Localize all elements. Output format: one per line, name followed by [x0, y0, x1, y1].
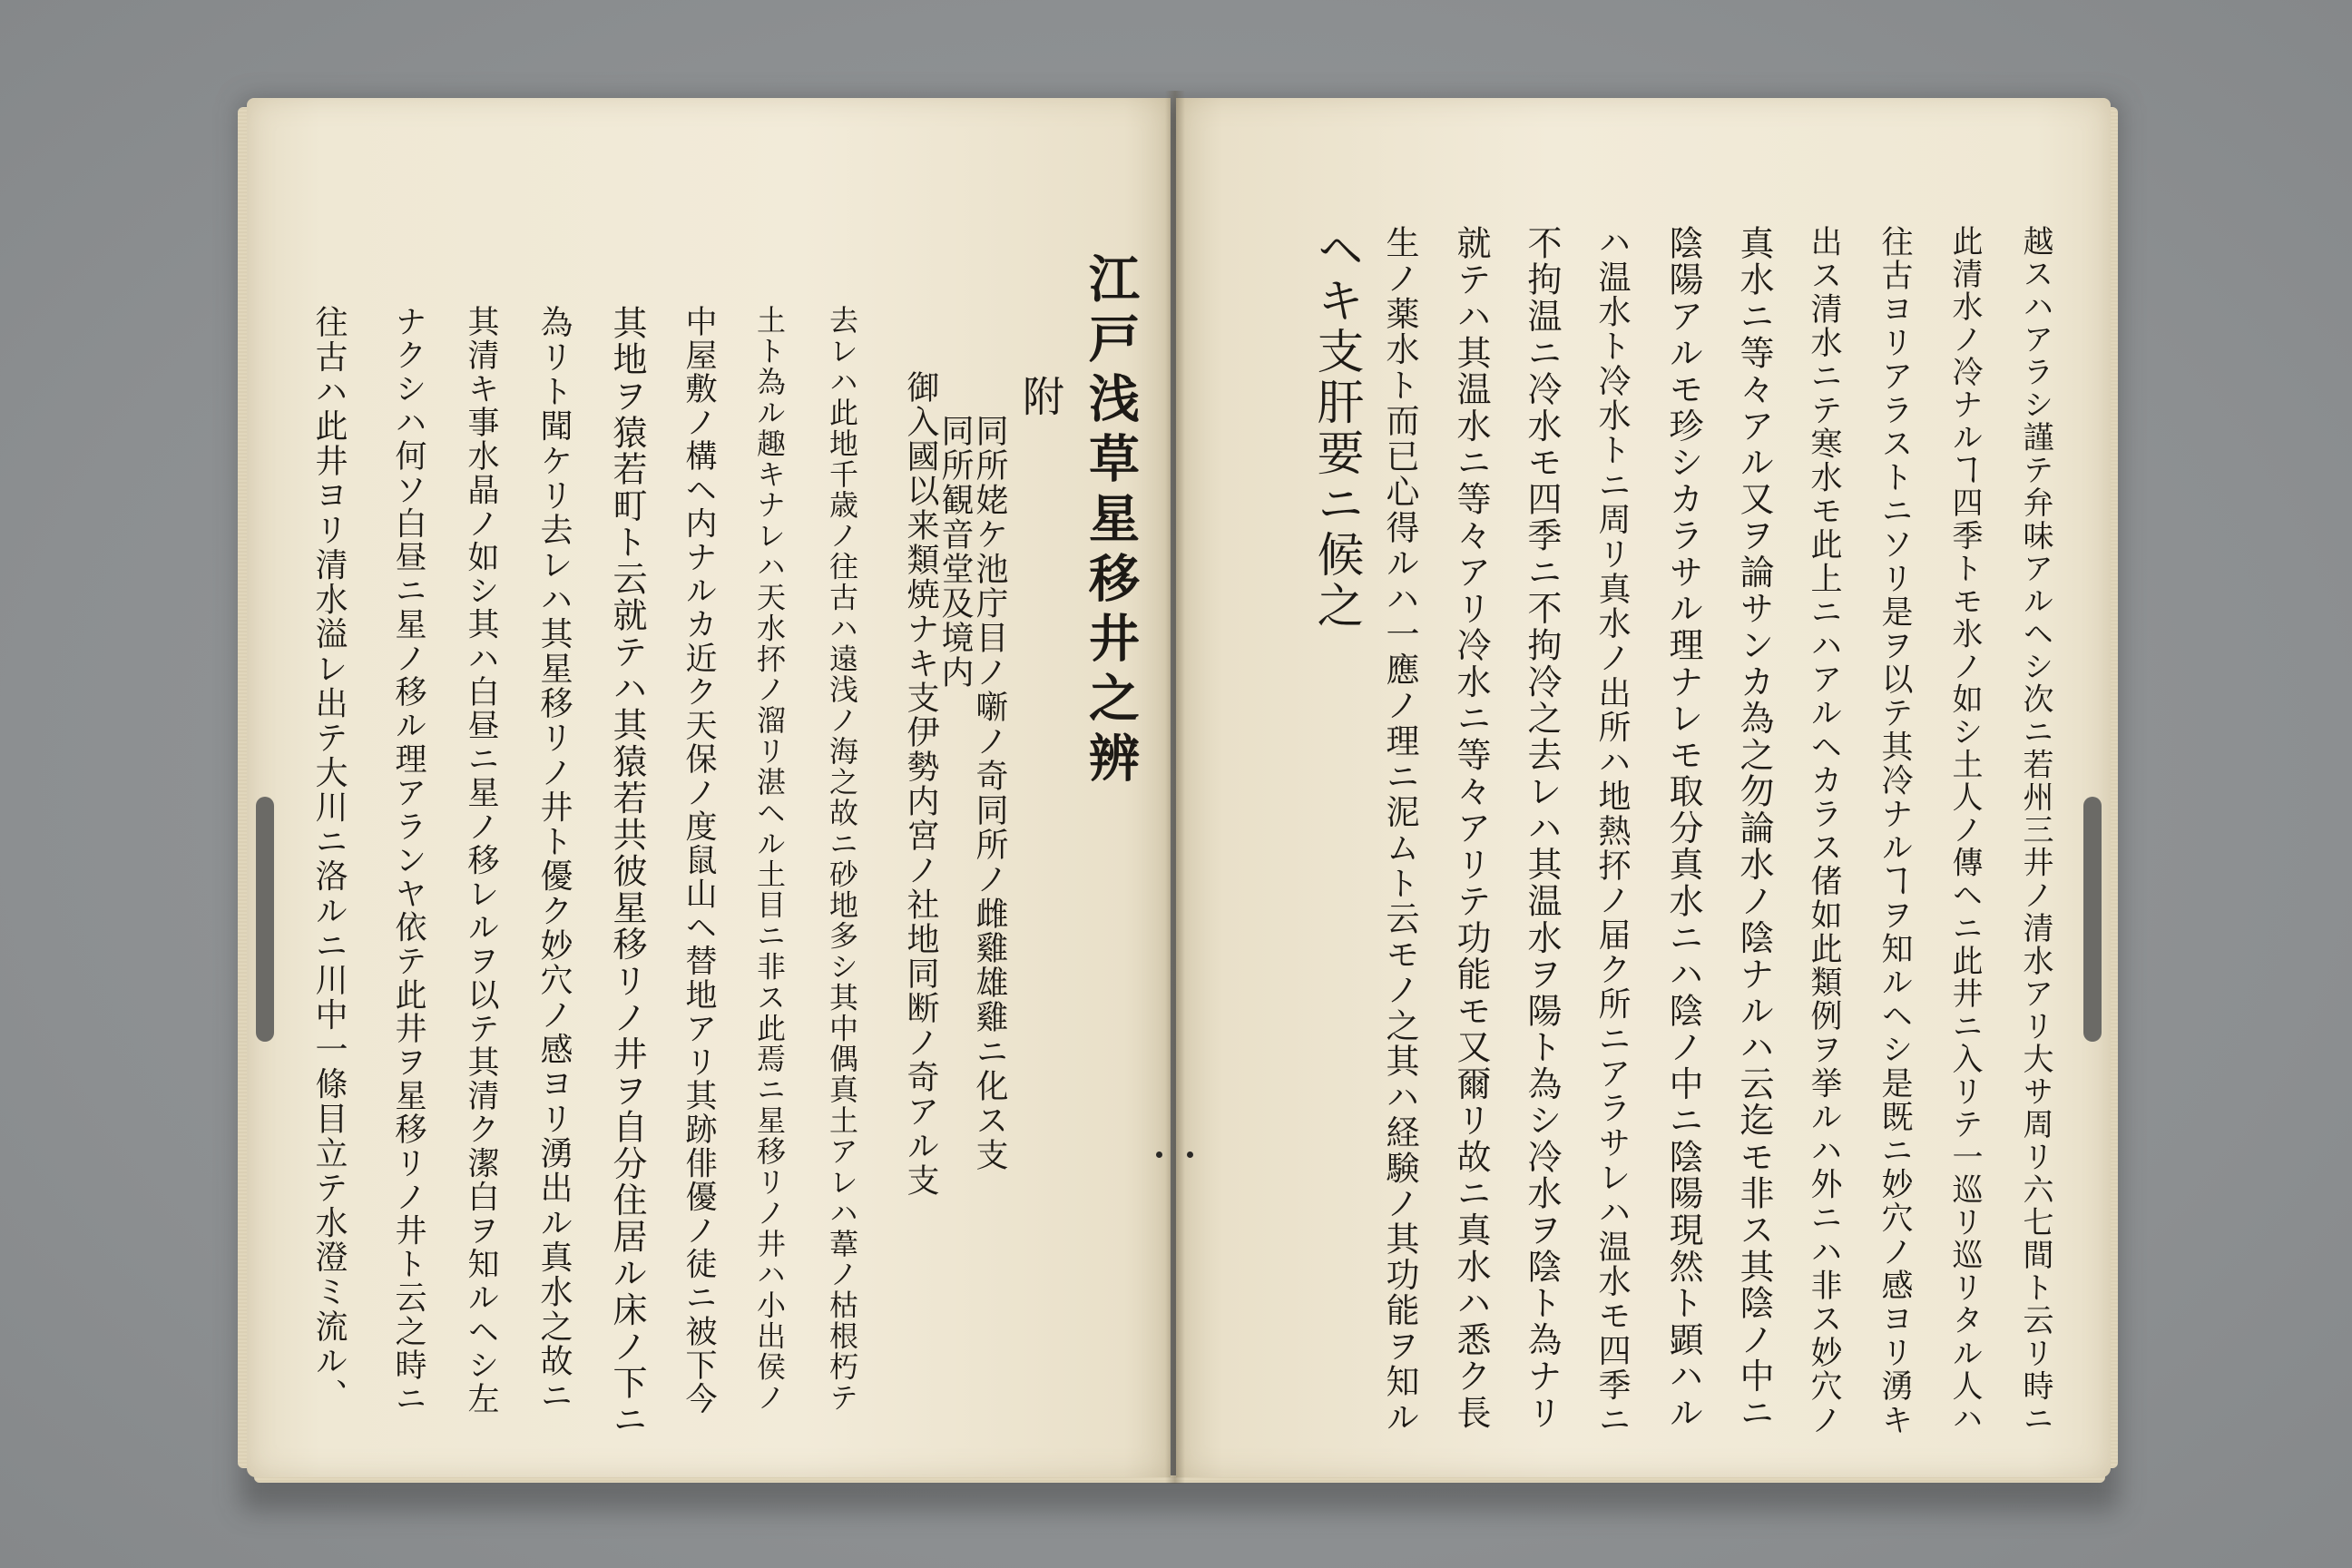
text-column-3: 往古ヨリアラストニソリ是ヲ以テ其冷ナルヿヲ知ルヘシ是既ニ妙穴ノ感ヨリ湧キ [1877, 225, 1913, 1437]
text-column-5: 真水ニ等々アル又ヲ論サンカ為之勿論水ノ陰ナルハ云迄モ非ス其陰ノ中ニ [1734, 225, 1774, 1432]
binding-notch [2083, 797, 2102, 1042]
text-column-5: 為リト聞ケリ去レハ其星移リノ井ト優ク妙穴ノ感ヨリ湧出ル真水之故ニ [535, 305, 573, 1414]
book-gutter [1165, 91, 1185, 1484]
text-column-9: 就テハ其温水ニ等々アリ冷水ニ等々アリテ功能モ又爾リ故ニ真水ハ悉ク長 [1451, 225, 1491, 1432]
text-column-10: 生ノ薬水ト而已心得ルハ一應ノ理ニ泥ムト云モノ之其ハ経験ノ其功能ヲ知ル [1380, 225, 1419, 1436]
text-column-8: 往古ハ此井ヨリ清水溢レ出テ大川ニ洛ルニ川中一條目立テ水澄ミ流ル、 [310, 305, 348, 1414]
appendix-note-3: 御入國以来類焼ナキ支伊勢内宮ノ社地同断ノ奇アル支 [902, 370, 939, 1198]
text-column-3: 中屋敷ノ構ヘ内ナルカ近ク天保ノ度鼠山ヘ替地アリ其跡俳優ノ徒ニ被下今 [681, 305, 717, 1416]
bleed-through [1230, 225, 1278, 682]
text-column-1: 越スハアラシ謹テ弁味アルヘシ次ニ若州三井ノ清水アリ大サ周リ六七間ト云リ時ニ [2017, 225, 2053, 1436]
text-column-1: 去レハ此地千歳ノ往古ハ遠浅ノ海之故ニ砂地多シ其中偶真土アレハ葦ノ枯根朽テ [825, 305, 859, 1414]
text-column-4: 出ス清水ニテ寒水モ此上ニハアルヘカラス偖如此類例ヲ挙ルハ外ニハ非ス妙穴ノ [1806, 225, 1842, 1437]
text-column-11: ヘキ支肝要ニ候之 [1308, 225, 1363, 632]
text-column-6: 陰陽アルモ珍シカラサル理ナレモ取分真水ニハ陰ノ中ニ陰陽現然ト顕ハル [1663, 225, 1703, 1432]
text-column-6: 其清キ事水晶ノ如シ其ハ白昼ニ星ノ移レルヲ以テ其清ク潔白ヲ知ルヘシ左 [463, 305, 499, 1416]
binding-hole [1187, 1152, 1193, 1158]
text-column-7: ハ温水ト冷水トニ周リ真水ノ出所ハ地熱抔ノ届ク所ニアラサレハ温水モ四季ニ [1593, 225, 1631, 1437]
appendix-mark: 附 [1016, 375, 1065, 420]
text-column-2: 土ト為ル趣キナレハ天水抔ノ溜リ湛ヘル土目ニ非ス此焉ニ星移リノ井ハ小出侯ノ [752, 305, 787, 1414]
appendix-note-2: 同所観音堂及境内 [936, 414, 974, 690]
text-column-2: 此清水ノ冷ナルヿ四季トモ氷ノ如シ土人ノ傳ヘニ此井ニ入リテ一巡リ巡リタル人ハ [1946, 225, 1983, 1436]
binding-notch [256, 797, 274, 1042]
page-title: 江戸浅草星移井之辨 [1081, 252, 1141, 791]
binding-hole [1156, 1152, 1162, 1158]
text-column-4: 其地ヲ猿若町ト云就テハ其猿若共彼星移リノ井ヲ自分住居ル床ノ下ニ [607, 305, 647, 1438]
left-page [247, 98, 1171, 1477]
appendix-note-1: 同所姥ケ池庁目ノ噺ノ奇同所ノ雌雞雄雞ニ化ス支 [971, 414, 1008, 1172]
text-column-8: 不拘温ニ冷水モ四季ニ不拘冷之去レハ其温水ヲ陽ト為シ冷水ヲ陰ト為ナリ [1522, 225, 1562, 1432]
text-column-7: ナクシハ何ソ白昼ニ星ノ移ル理アランヤ依テ此井ヲ星移リノ井ト云之時ニ [390, 305, 426, 1416]
right-page [1176, 98, 2111, 1477]
